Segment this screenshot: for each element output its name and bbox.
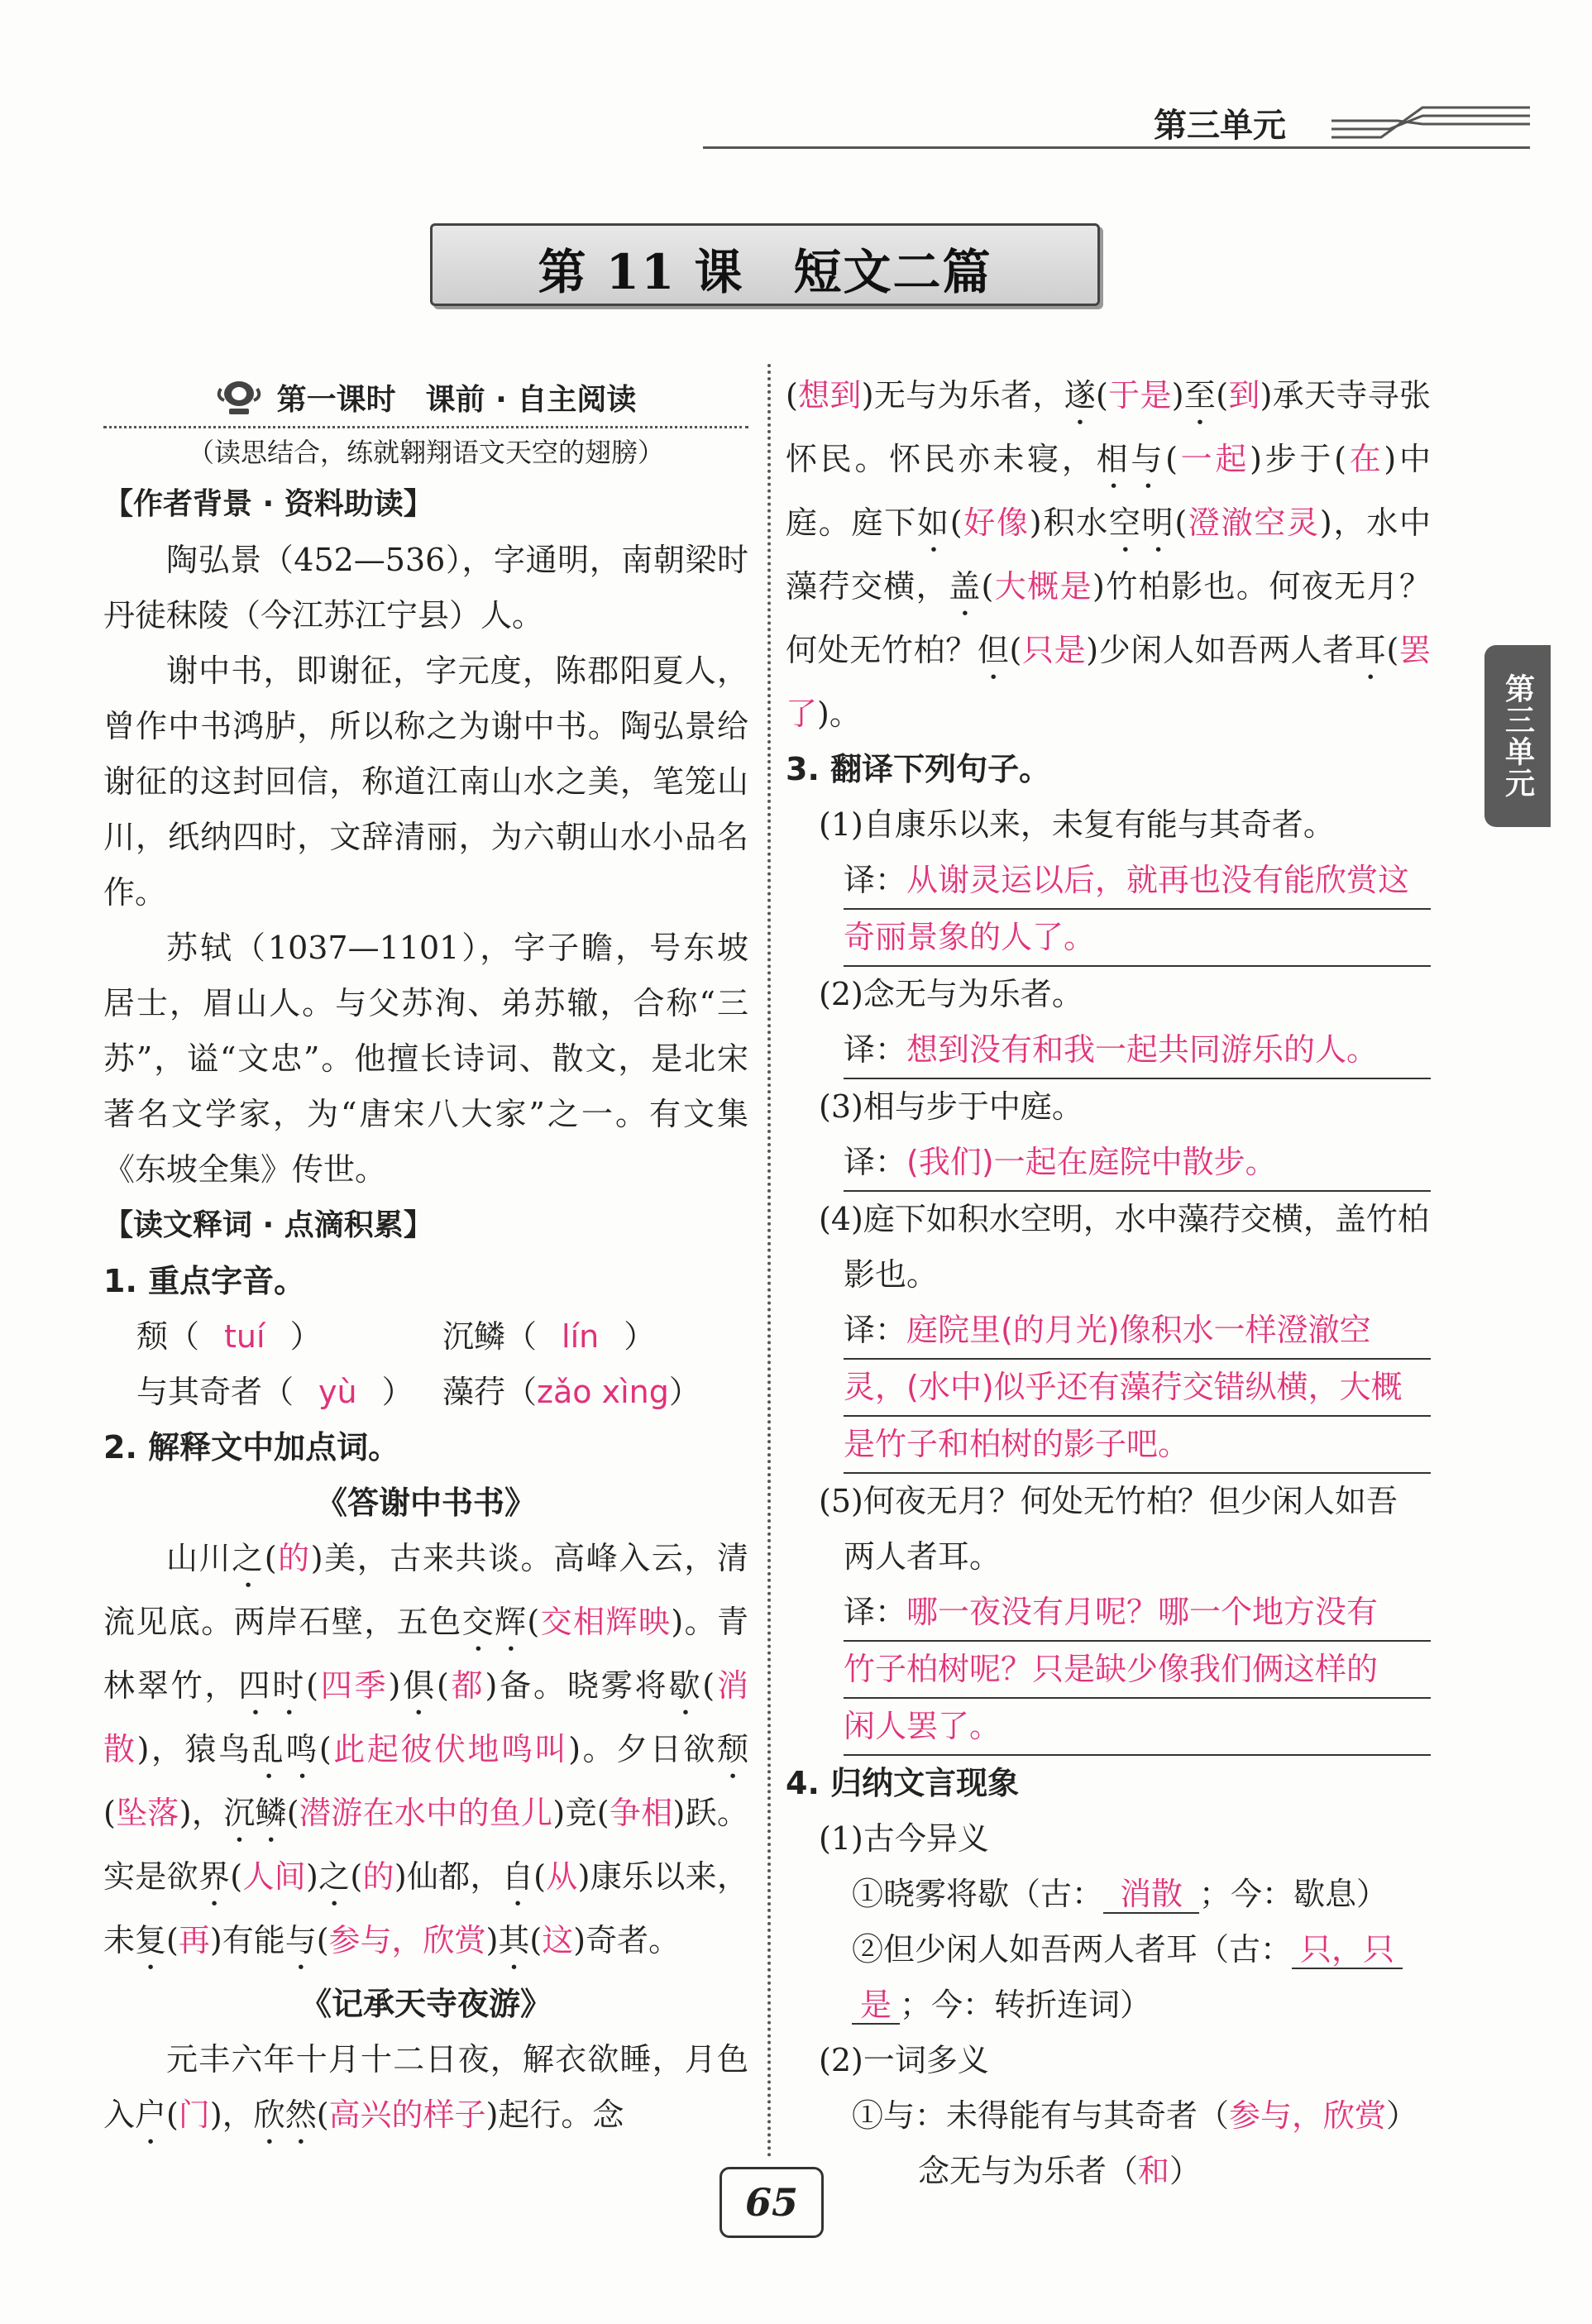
summary-sub-1: (1)古今异义 (819, 1820, 989, 1857)
item-answer: 是 (852, 1987, 900, 2025)
answer-line (844, 853, 1431, 910)
answer-line (844, 1135, 1431, 1192)
answer-text: 灵，(水中)似乎还有藻荇交错纵横，大概 (844, 1369, 1403, 1405)
item-answer: 参与，欣赏 (1229, 2097, 1387, 2134)
trans-src-4: (4)庭下如积水空明，水中藻荇交横，盖竹柏 (819, 1201, 1429, 1237)
answer-line (844, 1699, 1431, 1756)
trophy-icon (216, 377, 262, 417)
right-column (786, 368, 1431, 2199)
answer-line (844, 1417, 1431, 1474)
yi-label: 译： (844, 1312, 907, 1348)
passage-2-start: 元丰六年十月十二日夜，解衣欲睡，月色入户(门)，欣然(高兴的样子)起行。念 (103, 2041, 748, 2133)
item-text: ） (1169, 2153, 1202, 2189)
pinyin-item (136, 1309, 442, 1365)
item-text: 念无与为乐者（ (918, 2153, 1139, 2189)
pinyin-word: 藻荇（ (442, 1374, 538, 1410)
question-1 (103, 1254, 748, 1309)
item-text: ；今：歇息） (1199, 1876, 1389, 1912)
lesson-title: 第 11 课 短文二篇 (538, 244, 992, 300)
trans-src-2: (2)念无与为乐者。 (819, 976, 1083, 1012)
pinyin-word: 与其奇者（ (136, 1374, 294, 1410)
section-note: （读思结合，练就翱翔语文天空的翅膀） (103, 426, 748, 476)
item-answer: 和 (1138, 2153, 1170, 2189)
answer-text: (我们)一起在庭院中散步。 (906, 1144, 1277, 1180)
header-decoration-lines (1331, 104, 1530, 142)
pinyin-end: ） (381, 1374, 414, 1410)
answer-line (844, 1303, 1431, 1360)
summary-sub-2: (2)一词多义 (819, 2042, 989, 2078)
question-2-text: 2. 解释文中加点词。 (103, 1429, 400, 1466)
trans-answer-4 (786, 1303, 1431, 1474)
gujin-item-2b (786, 1977, 1431, 2033)
answer-text: 哪一夜没有月呢？哪一个地方没有 (906, 1594, 1379, 1630)
answer-text: 庭院里(的月光)像积水一样澄澈空 (906, 1312, 1371, 1348)
pinyin-item (442, 1309, 748, 1365)
trans-src-1: (1)自康乐以来，未复有能与其奇者。 (819, 806, 1335, 843)
gujin-item-2 (786, 1922, 1431, 1977)
yi-label: 译： (844, 862, 907, 898)
passage-1: 山川之(的)美，古来共谈。高峰入云，清流见底。两岸石壁，五色交辉(交相辉映)。青林翠竹，四时(四季)俱(都)备。晓雾将歇(消散)，猿鸟乱鸣(此起彼伏地鸣叫)。夕日欲颓(坠落)，沉鳞(潜游在水中的鱼儿)竞(争相)跃。实是欲界(人间)之(的)仙都，自(从)康乐以来，未复(再)有能与(参与，欣赏)其(这)奇者。 (103, 1540, 748, 1958)
item-text: ） (1386, 2097, 1418, 2134)
question-4 (786, 1756, 1431, 1811)
pinyin-end: ） (668, 1374, 700, 1410)
trans-answer-2 (786, 1022, 1431, 1079)
answer-text: 奇丽景象的人了。 (844, 919, 1096, 955)
pinyin-word: 沉鳞（ (442, 1318, 538, 1355)
vocab-heading: 【读文释词 · 点滴积累】 (103, 1208, 433, 1242)
trans-src-5b: 两人者耳。 (844, 1538, 1002, 1575)
item-text: ②但少闲人如吾两人者耳（古： (852, 1931, 1293, 1968)
text-title-2: 《记承天寺夜游》 (299, 1986, 552, 2022)
item-text: ①晓雾将歇（古： (852, 1876, 1104, 1912)
trans-answer-3 (786, 1135, 1431, 1192)
question-3-text: 3. 翻译下列句子。 (786, 751, 1051, 787)
answer-text: 竹子柏树呢？只是缺少像我们俩这样的 (844, 1651, 1379, 1687)
section-title: 第一课时 课前 · 自主阅读 (276, 382, 637, 417)
unit-title: 第三单元 (1154, 107, 1286, 145)
pinyin-item (442, 1365, 748, 1420)
yi-label: 译： (844, 1594, 907, 1630)
pinyin-item (136, 1365, 442, 1420)
trans-src-3: (3)相与步于中庭。 (819, 1088, 1083, 1125)
passage-2-cont: (想到)无与为乐者，遂(于是)至(到)承天寺寻张怀民。怀民亦未寝，相与(一起)步于(在)中庭。庭下如(好像)积水空明(澄澈空灵)，水中藻荇交横，盖(大概是)竹柏影也。何夜无月？何处无竹柏？但(只是)少闲人如吾两人者耳(罢了)。 (786, 377, 1431, 732)
yi-label: 译： (844, 1031, 907, 1068)
answer-line (844, 1585, 1431, 1642)
trans-answer-1 (786, 853, 1431, 967)
answer-line (844, 910, 1431, 967)
pinyin-answer: tuí (224, 1318, 265, 1355)
item-text: ①与：未得能有与其奇者（ (852, 2097, 1230, 2134)
pinyin-end: ） (289, 1318, 322, 1355)
section-heading (103, 368, 748, 426)
duoyi-item-2 (786, 2144, 1431, 2199)
author-bg-p2: 谢中书，即谢征，字元度，陈郡阳夏人，曾作中书鸿胪，所以称之为谢中书。陶弘景给谢征的这封回信，称道江南山水之美，笔笼山川，纸纳四时，文辞清丽，为六朝山水小品名作。 (103, 653, 748, 911)
item-text: ；今：转折连词） (900, 1987, 1152, 2023)
side-unit-tab: 第三单元 (1484, 645, 1551, 827)
pinyin-end: ） (624, 1318, 656, 1355)
duoyi-item-1 (786, 2088, 1431, 2144)
trans-answer-5 (786, 1585, 1431, 1756)
pinyin-word: 颓（ (136, 1318, 200, 1355)
item-answer: 消散 (1103, 1876, 1199, 1914)
item-answer: 只，只 (1292, 1931, 1403, 1969)
question-3 (786, 742, 1431, 797)
question-4-text: 4. 归纳文言现象 (786, 1765, 1020, 1801)
answer-line (844, 1642, 1431, 1699)
trans-src-4b: 影也。 (844, 1256, 939, 1293)
text-title-1: 《答谢中书书》 (315, 1485, 536, 1521)
lesson-title-banner (430, 223, 1100, 306)
column-divider (767, 364, 771, 2159)
header-rule (703, 146, 1530, 149)
question-1-text: 1. 重点字音。 (103, 1263, 306, 1299)
pinyin-answer: yù (318, 1374, 357, 1410)
pinyin-row-2 (103, 1365, 748, 1420)
page-number: 65 (720, 2167, 824, 2238)
left-column (103, 368, 748, 2151)
answer-text: 想到没有和我一起共同游乐的人。 (906, 1031, 1379, 1068)
trans-src-5: (5)何夜无月？何处无竹柏？但少闲人如吾 (819, 1483, 1398, 1519)
pinyin-answer: lín (562, 1318, 600, 1355)
author-bg-heading: 【作者背景 · 资料助读】 (103, 487, 433, 521)
answer-text: 闲人罢了。 (844, 1708, 1002, 1744)
answer-text: 从谢灵运以后，就再也没有能欣赏这 (906, 862, 1410, 898)
question-2 (103, 1420, 748, 1475)
answer-text: 是竹子和柏树的影子吧。 (844, 1426, 1190, 1462)
unit-header (703, 99, 1530, 149)
author-bg-p1: 陶弘景（452—536），字通明，南朝梁时丹徒秣陵（今江苏江宁县）人。 (103, 542, 748, 634)
gujin-item-1 (786, 1867, 1431, 1922)
answer-line (844, 1022, 1431, 1079)
pinyin-row-1 (103, 1309, 748, 1365)
author-bg-p3: 苏轼（1037—1101），字子瞻，号东坡居士，眉山人。与父苏洵、弟苏辙，合称“三苏”，谥“文忠”。他擅长诗词、散文，是北宋著名文学家，为“唐宋八大家”之一。有文集《东坡全集》传世。 (103, 930, 748, 1188)
pinyin-answer: zǎo xìng (537, 1374, 669, 1410)
yi-label: 译： (844, 1144, 907, 1180)
answer-line (844, 1360, 1431, 1417)
